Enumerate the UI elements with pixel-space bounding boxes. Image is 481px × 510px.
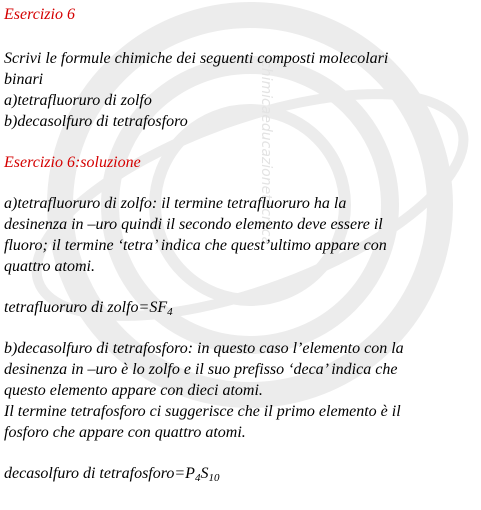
exercise-title: Esercizio 6: [4, 6, 75, 23]
item-a: a)tetrafluoruro di zolfo: [4, 92, 152, 109]
solution-b-line: desinenza in –uro è lo zolfo e il suo prefisso ‘deca’ indica che: [4, 361, 398, 378]
formula-b-subscript-1: 4: [194, 472, 201, 484]
watermark-text: chimicaeducazionetecnica: [258, 60, 274, 246]
formula-b-mid: S: [200, 465, 209, 482]
solution-b-line: Il termine tetrafosforo ci suggerisce che il primo elemento è il: [4, 403, 401, 420]
formula-a-prefix: tetrafluoruro di zolfo=SF: [4, 299, 168, 316]
solution-b-line: fosforo che appare con quattro atomi.: [4, 424, 246, 441]
document-body: [4, 4, 478, 484]
solution-a-line: quattro atomi.: [4, 258, 95, 275]
prompt-line-1: Scrivi le formule chimiche dei seguenti composti molecolari: [4, 50, 389, 67]
solution-a-line: fluoro; il termine ‘tetra’ indica che quest’ultimo appare con: [4, 237, 387, 254]
solution-title: Esercizio 6:soluzione: [4, 154, 141, 171]
item-b: b)decasolfuro di tetrafosforo: [4, 113, 188, 130]
formula-a: [4, 297, 478, 318]
formula-b-prefix: decasolfuro di tetrafosforo=P: [4, 465, 195, 482]
formula-b: [4, 463, 478, 484]
solution-b-line: b)decasolfuro di tetrafosforo: in questo caso l’elemento con la: [4, 340, 404, 357]
solution-b-line: questo elemento appare con dieci atomi.: [4, 382, 263, 399]
formula-b-subscript-2: 10: [208, 472, 220, 484]
solution-a-line: desinenza in –uro quindi il secondo elemento deve essere il: [4, 216, 383, 233]
formula-a-subscript: 4: [167, 306, 173, 318]
prompt-line-2: binari: [4, 71, 44, 88]
solution-a-line: a)tetrafluoruro di zolfo: il termine tetrafluoruro ha la: [4, 195, 347, 212]
